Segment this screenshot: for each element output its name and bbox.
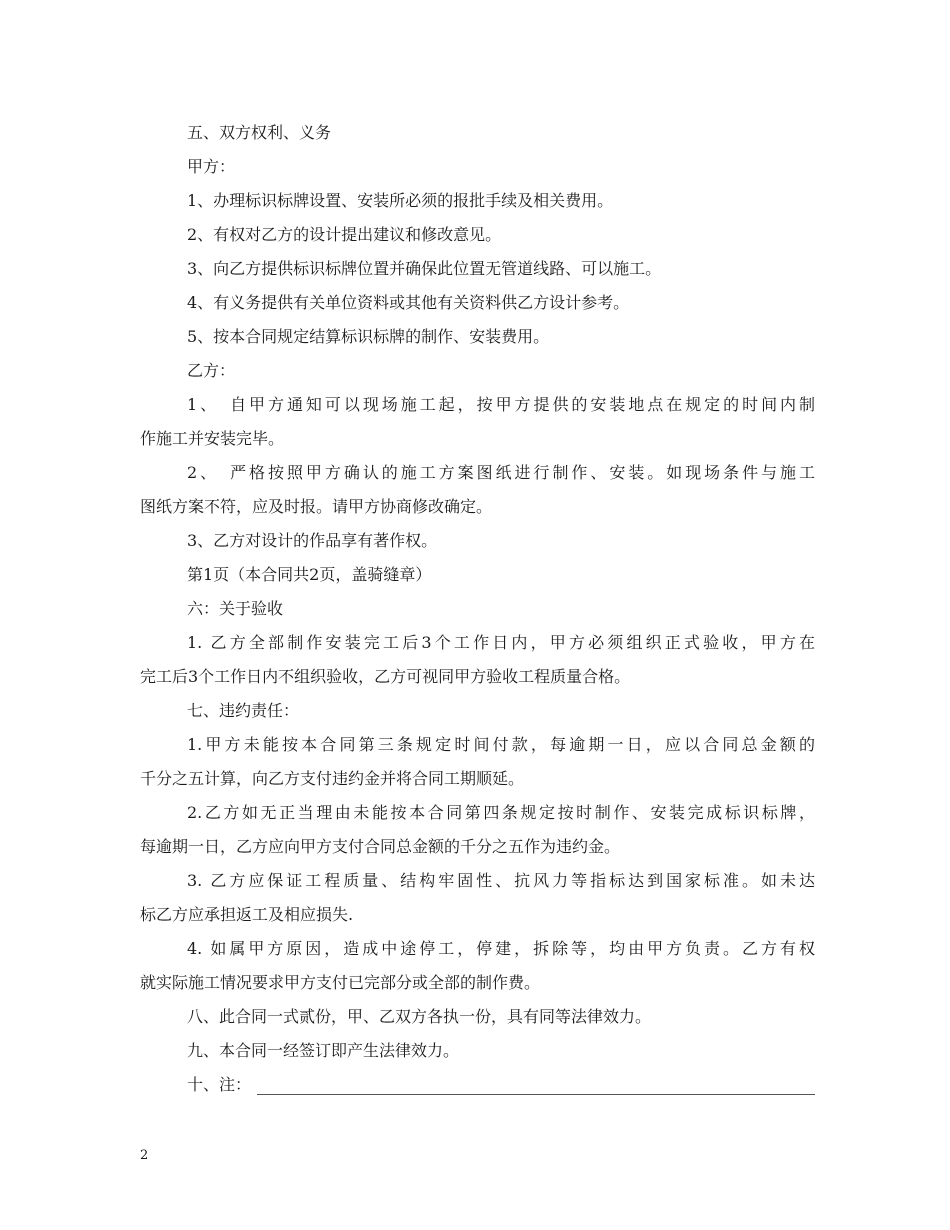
contract-body	[140, 116, 815, 1102]
contract-line: 4. 如属甲方原因，造成中途停工，停建，拆除等，均由甲方负责。乙方有权	[187, 939, 815, 958]
contract-line: 5、按本合同规定结算标识标牌的制作、安装费用。	[187, 327, 550, 346]
contract-line: 标乙方应承担返工及相应损失.	[140, 905, 354, 924]
contract-line: 第1页（本合同共2页，盖骑缝章）	[187, 565, 432, 584]
contract-line: 1、 自甲方通知可以现场施工起，按甲方提供的安装地点在规定的时间内制	[187, 395, 815, 414]
contract-line: 九、本合同一经签订即产生法律效力。	[187, 1041, 460, 1060]
contract-line: 2.乙方如无正当理由未能按本合同第四条规定按时制作、安装完成标识标牌，	[187, 803, 815, 822]
contract-line: 六：关于验收	[187, 599, 284, 618]
contract-line: 五、双方权利、义务	[187, 123, 332, 142]
contract-line: 2、 严格按照甲方确认的施工方案图纸进行制作、安装。如现场条件与施工	[187, 463, 815, 482]
note-line	[140, 1068, 815, 1102]
contract-line: 1.甲方未能按本合同第三条规定时间付款，每逾期一日，应以合同总金额的	[187, 735, 815, 754]
contract-line: 完工后3个工作日内不组织验收，乙方可视同甲方验收工程质量合格。	[140, 667, 631, 686]
contract-line: 就实际施工情况要求甲方支付已完部分或全部的制作费。	[140, 973, 541, 992]
contract-line: 1、办理标识标牌设置、安装所必须的报批手续及相关费用。	[187, 191, 614, 210]
page-number: 2	[140, 1148, 149, 1163]
contract-line: 八、此合同一式贰份，甲、乙双方各执一份，具有同等法律效力。	[187, 1007, 652, 1026]
contract-line: 每逾期一日，乙方应向甲方支付合同总金额的千分之五作为违约金。	[140, 837, 621, 856]
contract-line: 作施工并安装完毕。	[140, 429, 285, 448]
contract-line: 七、违约责任：	[187, 701, 300, 720]
note-label: 十、注：	[187, 1075, 252, 1094]
contract-line: 乙方：	[187, 361, 236, 380]
note-blank-underline	[257, 1094, 815, 1095]
contract-line: 1. 乙方全部制作安装完工后3个工作日内，甲方必须组织正式验收，甲方在	[187, 633, 815, 652]
contract-line: 3. 乙方应保证工程质量、结构牢固性、抗风力等指标达到国家标准。如未达	[187, 871, 815, 890]
contract-line: 4、有义务提供有关单位资料或其他有关资料供乙方设计参考。	[187, 293, 630, 312]
contract-line: 甲方：	[187, 157, 236, 176]
contract-line: 2、有权对乙方的设计提出建议和修改意见。	[187, 225, 502, 244]
contract-line: 图纸方案不符，应及时报。请甲方协商修改确定。	[140, 497, 493, 516]
contract-line: 3、向乙方提供标识标牌位置并确保此位置无管道线路、可以施工。	[187, 259, 662, 278]
contract-line: 3、乙方对设计的作品享有著作权。	[187, 531, 438, 550]
contract-line: 千分之五计算，向乙方支付违约金并将合同工期顺延。	[140, 769, 525, 788]
